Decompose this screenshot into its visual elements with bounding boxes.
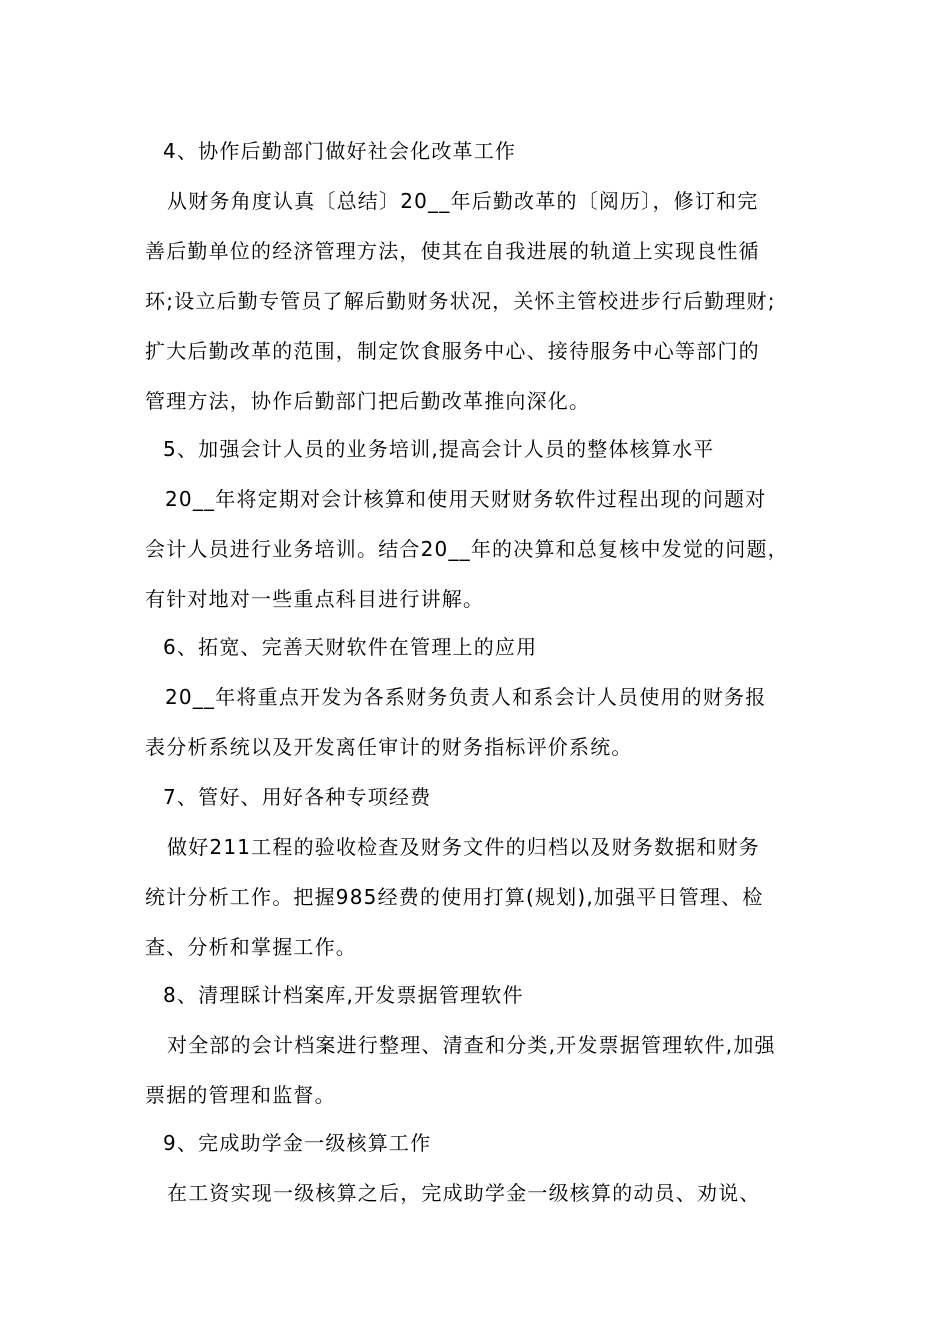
paragraph-line: 扩大后勤改革的范围，制定饮食服务中心、接待服务中心等部门的 — [145, 339, 760, 363]
paragraph-line: 对全部的会计档案进行整理、清查和分类,开发票据管理软件,加强 — [167, 1033, 776, 1057]
paragraph-line: 会计人员进行业务培训。结合20__年的决算和总复核中发觉的问题， — [145, 537, 789, 561]
section-heading: 6、拓宽、完善天财软件在管理上的应用 — [163, 635, 538, 659]
section-heading: 8、清理睬计档案库,开发票据管理软件 — [163, 983, 524, 1007]
paragraph-line: 20__年将重点开发为各系财务负责人和系会计人员使用的财务报 — [165, 685, 767, 709]
paragraph-line: 管理方法，协作后勤部门把后勤改革推向深化。 — [145, 389, 591, 413]
paragraph-line: 查、分析和掌握工作。 — [145, 935, 357, 959]
paragraph-line: 有针对地对一些重点科目进行讲解。 — [145, 587, 485, 611]
paragraph-line: 善后勤单位的经济管理方法，使其在自我进展的轨道上实现良性循 — [145, 239, 760, 263]
paragraph-line: 做好211工程的验收检查及财务文件的归档以及财务数据和财务 — [167, 835, 760, 859]
paragraph-line: 20__年将定期对会计核算和使用天财财务软件过程出现的问题对 — [165, 487, 767, 511]
section-heading: 7、管好、用好各种专项经费 — [163, 785, 432, 809]
paragraph-line: 在工资实现一级核算之后，完成助学金一级核算的动员、劝说、 — [167, 1181, 761, 1205]
paragraph-line: 环;设立后勤专管员了解后勤财务状况，关怀主管校进步行后勤理财; — [145, 289, 776, 313]
section-heading: 4、协作后勤部门做好社会化改革工作 — [163, 139, 517, 163]
paragraph-line: 统计分析工作。把握985经费的使用打算(规划),加强平日管理、检 — [145, 885, 764, 909]
paragraph-line: 表分析系统以及开发离任审计的财务指标评价系统。 — [145, 735, 633, 759]
paragraph-line: 从财务角度认真〔总结〕20__年后勤改革的〔阅历〕，修订和完 — [167, 189, 759, 213]
paragraph-line: 票据的管理和监督。 — [145, 1083, 336, 1107]
section-heading: 9、完成助学金一级核算工作 — [163, 1131, 432, 1155]
section-heading: 5、加强会计人员的业务培训,提高会计人员的整体核算水平 — [163, 437, 715, 461]
